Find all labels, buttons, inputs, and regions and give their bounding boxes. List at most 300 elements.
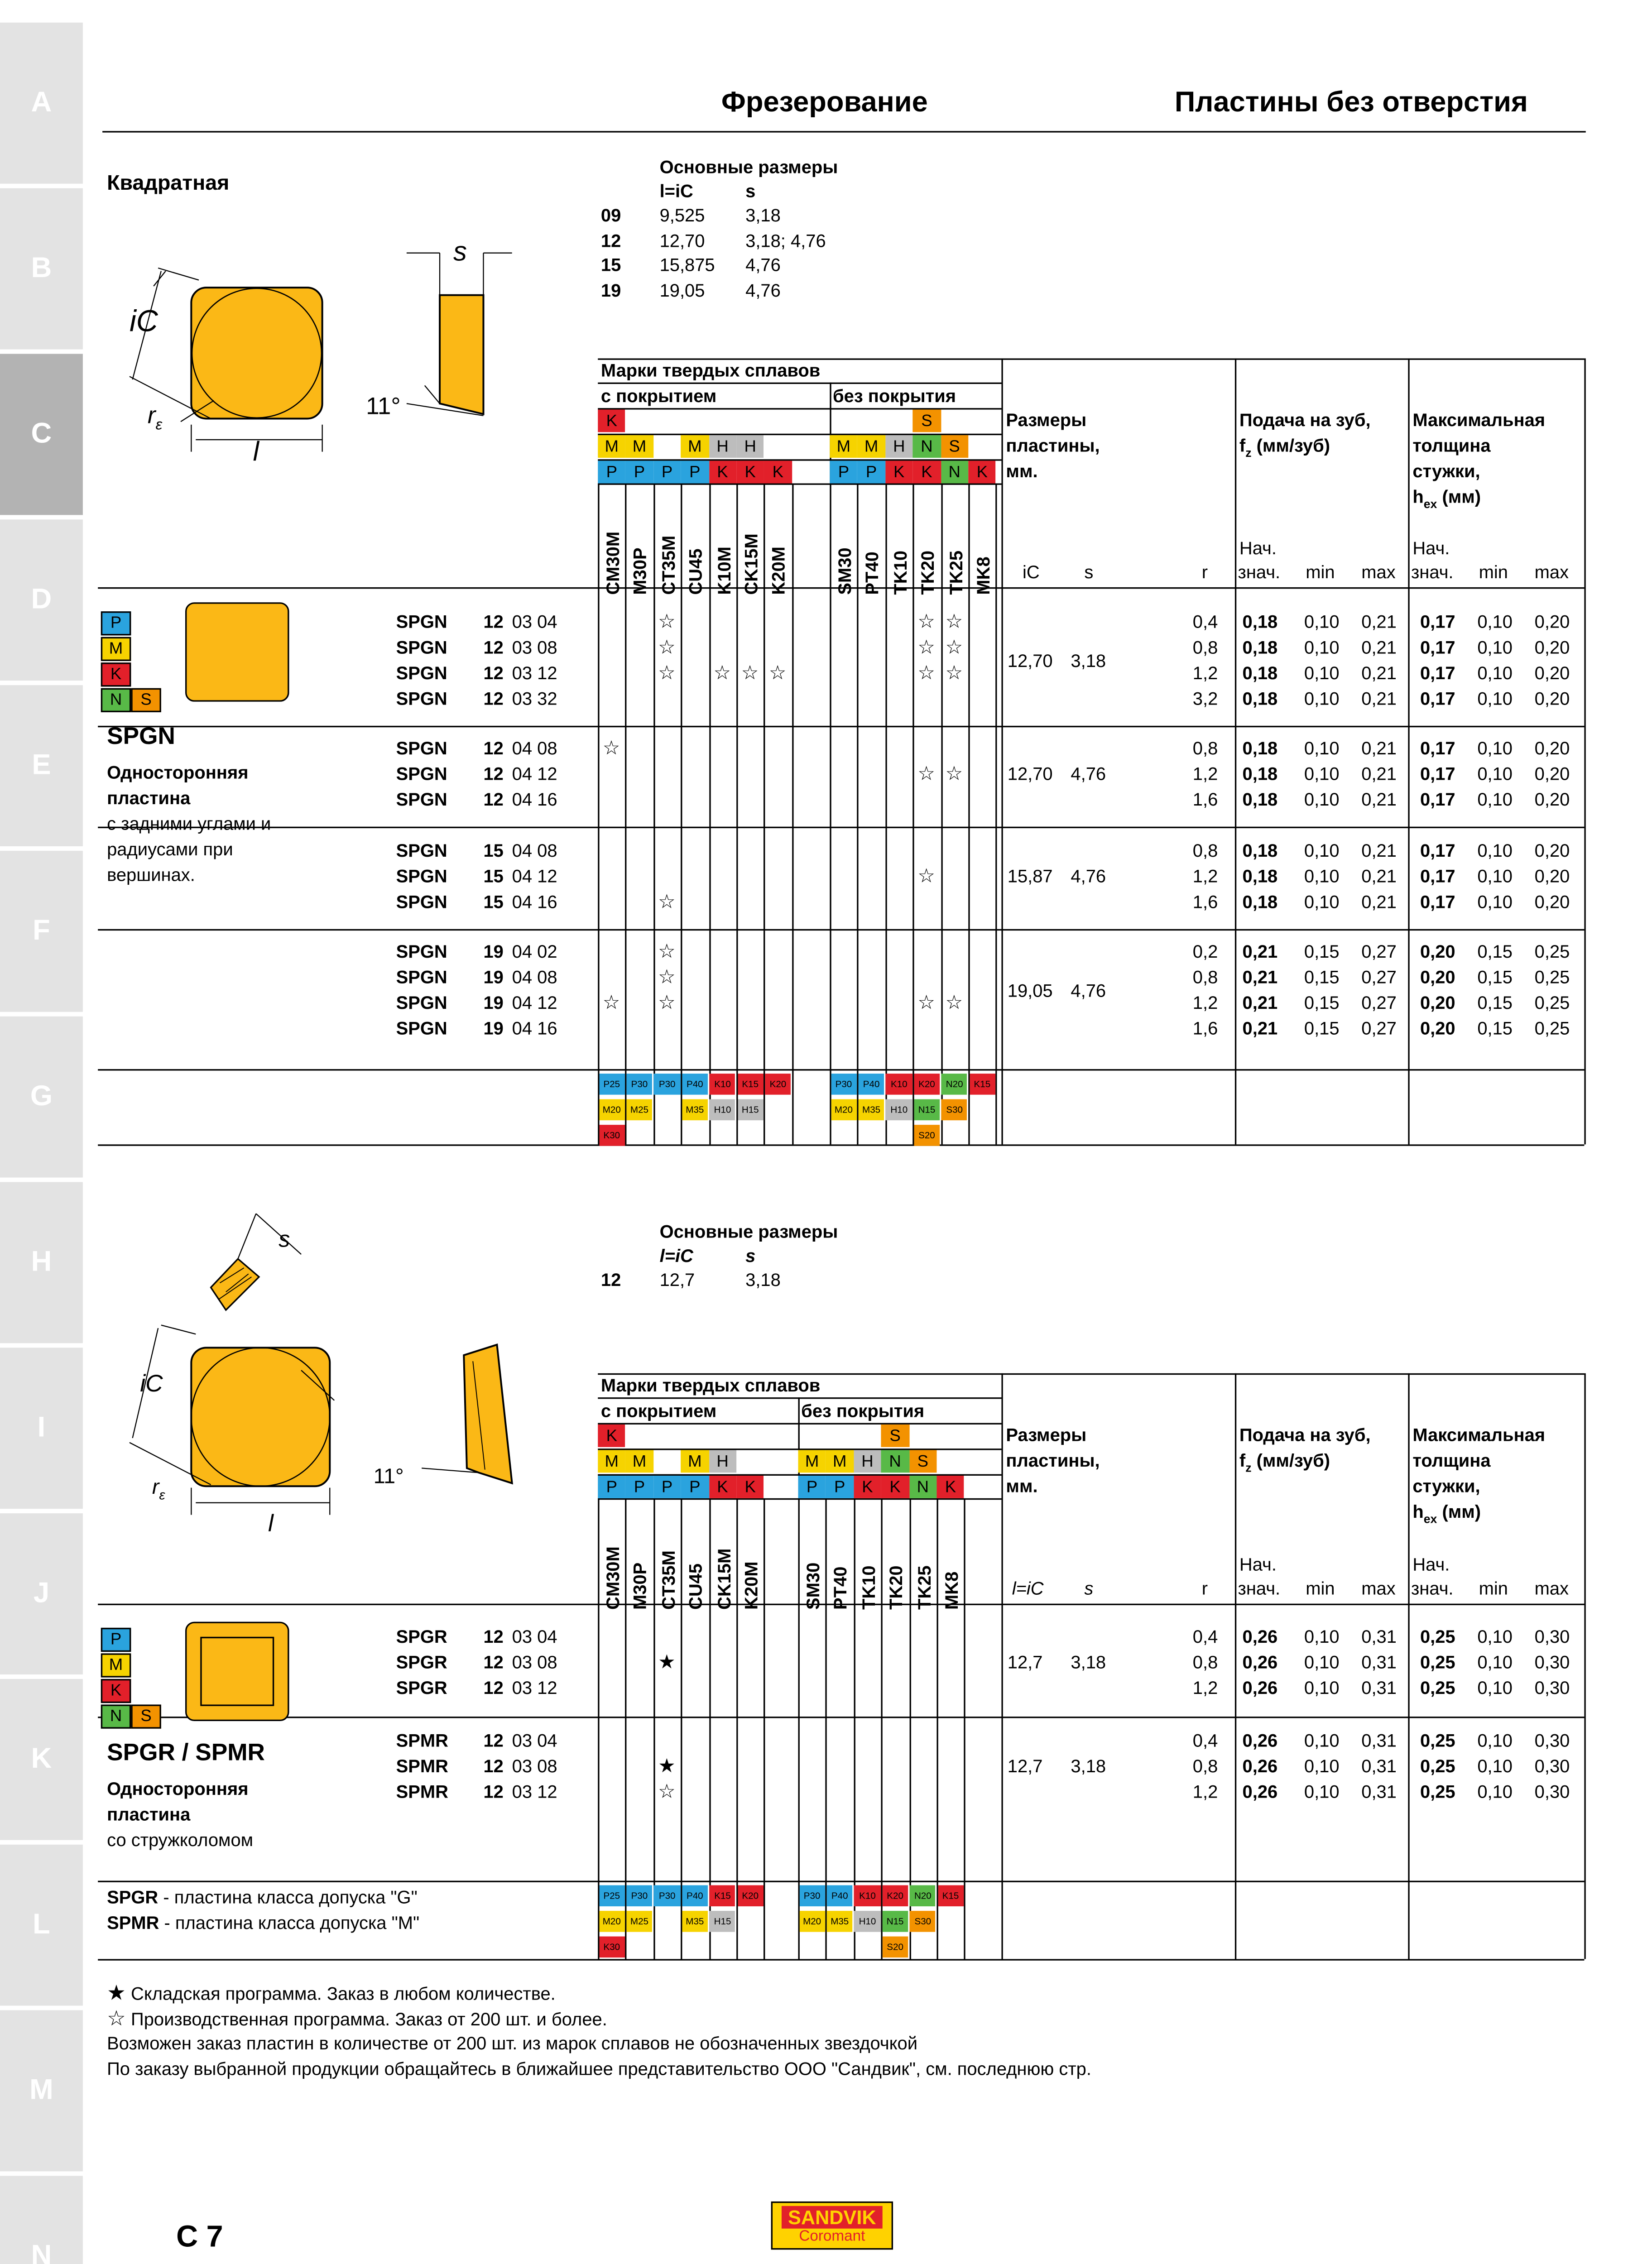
thickness-min: 0,10: [1477, 611, 1513, 633]
iso-code-k20: K20: [914, 1074, 940, 1095]
sidebar-index: [0, 0, 83, 2264]
thickness-min: 0,10: [1477, 1730, 1513, 1751]
thickness-min: 0,10: [1477, 1677, 1513, 1699]
insert-code: SPGN: [396, 941, 447, 962]
sandvik-logo: SANDVIK Coromant: [771, 2202, 893, 2250]
insert-size-code: 12: [483, 1677, 504, 1699]
grade-class-K: K: [736, 1476, 764, 1498]
grade-class-M: M: [598, 1450, 625, 1473]
thickness-initial: 0,17: [1420, 840, 1455, 862]
insert-code: SPGN: [396, 637, 447, 658]
insert-dims-code: 04 12: [512, 992, 557, 1014]
feed-max: 0,27: [1361, 1018, 1397, 1039]
iso-code-k30: K30: [599, 1937, 625, 1958]
thickness-header: стужки,: [1412, 460, 1480, 482]
table-col-rule: [1408, 358, 1409, 1144]
insert-code: SPGN: [396, 763, 447, 785]
thick-initial-header: Нач.: [1412, 1554, 1450, 1575]
feed-initial: 0,18: [1242, 789, 1278, 811]
thickness-min: 0,10: [1477, 891, 1513, 913]
grade-class-H: H: [736, 435, 764, 458]
grade-header-K20M: K20M: [768, 547, 790, 595]
grade-class-N: N: [101, 1704, 131, 1728]
grade-class-M: M: [101, 637, 131, 661]
corner-radius: 1,6: [1192, 1018, 1218, 1039]
insert-size-code: 12: [483, 1781, 504, 1803]
empty-star-icon: ☆: [658, 635, 676, 658]
feed-min: 0,10: [1304, 662, 1340, 684]
feed-max: 0,31: [1361, 1730, 1397, 1751]
thickness-max: 0,30: [1534, 1730, 1570, 1751]
thickness-max: 0,20: [1534, 763, 1570, 785]
feed-min: 0,10: [1304, 1626, 1340, 1648]
dims-ic-value: 12,70: [659, 230, 705, 251]
insert-size-code: 12: [483, 1626, 504, 1648]
thickness-min: 0,10: [1477, 637, 1513, 658]
feed-min: 0,10: [1304, 738, 1340, 759]
insert-description: пластина: [107, 787, 191, 809]
thickness-min: 0,15: [1477, 966, 1513, 988]
feed-max: 0,31: [1361, 1652, 1397, 1673]
page-subtitle: Пластины без отверстия: [1174, 87, 1528, 119]
insert-code: SPGN: [396, 611, 447, 633]
shape-title: Квадратная: [107, 170, 230, 194]
dims-size-code: 15: [600, 254, 621, 276]
table-col-rule: [764, 483, 765, 1144]
thickness-initial: 0,17: [1420, 662, 1455, 684]
thickness-initial: 0,17: [1420, 738, 1455, 759]
group-s: 4,76: [1071, 979, 1106, 1001]
corner-radius: 1,2: [1192, 763, 1218, 785]
feed-min: 0,10: [1304, 637, 1340, 658]
dims-ic-value: 15,875: [659, 254, 715, 276]
group-ic: 19,05: [1007, 979, 1053, 1001]
thickness-min: 0,10: [1477, 1626, 1513, 1648]
table-col-rule: [653, 483, 655, 1144]
grade-header-TK20: TK20: [886, 1565, 907, 1610]
insert-name: SPGR / SPMR: [107, 1741, 265, 1766]
feed-initial-header: Нач.: [1239, 1554, 1277, 1575]
table-col-rule: [1235, 358, 1236, 1144]
sidebar-tab-k[interactable]: K: [0, 1679, 83, 1840]
iso-code-n20: N20: [941, 1074, 968, 1095]
angle-label-2: 11°: [373, 1463, 404, 1488]
insert-dims-code: 03 08: [512, 1652, 557, 1673]
sidebar-tab-b[interactable]: B: [0, 188, 83, 350]
insert-description: пластина: [107, 1804, 191, 1825]
thick-min-header: min: [1479, 1578, 1508, 1599]
table-col-rule: [1584, 1373, 1585, 1959]
grade-class-K: K: [101, 662, 131, 686]
empty-star-icon: ☆: [945, 762, 963, 785]
thickness-header: толщина: [1412, 1450, 1491, 1472]
feed-max: 0,21: [1361, 738, 1397, 759]
insert-dims-code: 04 08: [512, 966, 557, 988]
insert-code: SPGN: [396, 891, 447, 913]
thickness-min: 0,15: [1477, 1018, 1513, 1039]
grade-header-CU45: CU45: [685, 548, 707, 595]
grade-header-MK8: MK8: [973, 556, 994, 595]
feed-min: 0,10: [1304, 1781, 1340, 1803]
filled-star-icon: ★: [658, 1650, 676, 1673]
grade-class-S: S: [913, 410, 941, 432]
table-col-rule: [681, 483, 682, 1144]
thickness-header: стужки,: [1412, 1475, 1480, 1497]
feed-initial: 0,18: [1242, 662, 1278, 684]
insert-drawing-2: [106, 1204, 542, 1551]
feed-min: 0,10: [1304, 688, 1340, 710]
corner-radius: 1,6: [1192, 789, 1218, 811]
feed-max: 0,21: [1361, 763, 1397, 785]
thickness-min: 0,15: [1477, 941, 1513, 962]
grade-class-P: P: [681, 1476, 709, 1498]
feed-min-header: min: [1306, 561, 1335, 583]
thickness-max: 0,25: [1534, 966, 1570, 988]
grade-class-N: N: [913, 435, 941, 458]
feed-min: 0,15: [1304, 941, 1340, 962]
feed-max: 0,21: [1361, 662, 1397, 684]
empty-star-icon: ☆: [945, 635, 963, 658]
feed-max: 0,31: [1361, 1677, 1397, 1699]
insert-size-code: 12: [483, 1652, 504, 1673]
table-col-rule: [1584, 358, 1585, 1144]
corner-radius: 1,2: [1192, 1677, 1218, 1699]
thickness-min: 0,10: [1477, 763, 1513, 785]
feed-initial: 0,26: [1242, 1781, 1278, 1803]
grade-class-H: H: [709, 1450, 736, 1473]
group-ic: 12,70: [1007, 763, 1053, 785]
feed-min: 0,10: [1304, 866, 1340, 887]
grade-class-P: P: [598, 461, 625, 484]
iso-code-m20: M20: [799, 1911, 825, 1932]
iso-code-p40: P40: [682, 1074, 708, 1095]
thickness-min: 0,10: [1477, 866, 1513, 887]
insert-size-code: 15: [483, 840, 504, 862]
insert-code: SPMR: [396, 1781, 448, 1803]
grade-class-P: P: [101, 611, 131, 635]
insert-size-code: 19: [483, 992, 504, 1014]
grade-class-M: M: [101, 1653, 131, 1677]
corner-radius: 0,8: [1192, 738, 1218, 759]
grade-class-S: S: [131, 688, 161, 712]
page-number: C 7: [176, 2221, 223, 2254]
insert-code: SPGN: [396, 866, 447, 887]
coated-label: с покрытием: [600, 385, 717, 407]
dims-col-ic: l=iC: [659, 181, 693, 202]
feed-initial-header: знач.: [1238, 1578, 1281, 1599]
thickness-max: 0,30: [1534, 1626, 1570, 1648]
thickness-min: 0,10: [1477, 688, 1513, 710]
grade-class-M: M: [625, 1450, 653, 1473]
thickness-min: 0,10: [1477, 738, 1513, 759]
empty-star-icon: ☆: [107, 2005, 126, 2030]
table-col-rule: [996, 483, 997, 1144]
sidebar-tab-f[interactable]: F: [0, 851, 83, 1012]
size-header: Размеры: [1006, 409, 1087, 431]
size-header: мм.: [1006, 1475, 1038, 1497]
empty-star-icon: ☆: [658, 965, 676, 988]
thick-initial-header: Нач.: [1412, 537, 1450, 559]
header-rule: [102, 131, 1586, 132]
grade-class-P: P: [798, 1476, 826, 1498]
insert-photo: [185, 1622, 289, 1721]
table-col-rule: [625, 483, 627, 1144]
grade-class-S: S: [131, 1704, 161, 1728]
thickness-max: 0,30: [1534, 1677, 1570, 1699]
thickness-initial: 0,25: [1420, 1730, 1455, 1751]
insert-dims-code: 04 08: [512, 738, 557, 759]
size-header: мм.: [1006, 460, 1038, 482]
thickness-header-unit: $h_{ex}$ (мм): [1412, 1501, 1481, 1526]
sidebar-tab-a[interactable]: A: [0, 23, 83, 184]
r-column-header: r: [1201, 561, 1208, 583]
thickness-max: 0,30: [1534, 1652, 1570, 1673]
thickness-initial: 0,25: [1420, 1652, 1455, 1673]
grade-class-K: K: [854, 1476, 881, 1498]
insert-code: SPGN: [396, 1018, 447, 1039]
size-header: пластины,: [1006, 1450, 1100, 1472]
section-title: Фрезерование: [721, 87, 928, 119]
sidebar-tab-n[interactable]: N: [0, 2176, 83, 2264]
grade-class-M: M: [681, 435, 709, 458]
thickness-initial: 0,17: [1420, 637, 1455, 658]
thickness-initial: 0,17: [1420, 891, 1455, 913]
thickness-max: 0,25: [1534, 992, 1570, 1014]
insert-dims-code: 03 12: [512, 1781, 557, 1803]
insert-size-code: 12: [483, 662, 504, 684]
corner-radius: 0,4: [1192, 1730, 1218, 1751]
feed-min: 0,10: [1304, 763, 1340, 785]
iso-code-k30: K30: [599, 1125, 625, 1146]
feed-header: Подача на зуб,: [1239, 409, 1371, 431]
iso-code-s20: S20: [882, 1937, 908, 1958]
insert-description: Односторонняя: [107, 762, 249, 783]
feed-min: 0,10: [1304, 789, 1340, 811]
grade-class-M: M: [625, 435, 653, 458]
footnote-order: Возможен заказ пластин в количестве от 200 шт. из марок сплавов не обозначенных звездочкой: [107, 2033, 918, 2054]
empty-star-icon: ☆: [658, 1780, 676, 1803]
feed-min: 0,10: [1304, 1756, 1340, 1777]
grade-header-TK10: TK10: [889, 550, 911, 595]
iso-code-s20: S20: [914, 1125, 940, 1146]
table-rule: [98, 929, 1584, 931]
grade-class-P: P: [830, 461, 857, 484]
insert-description: радиусами при: [107, 839, 233, 860]
insert-dims-code: 03 08: [512, 1756, 557, 1777]
thickness-initial: 0,20: [1420, 992, 1455, 1014]
insert-dims-code: 03 12: [512, 662, 557, 684]
sidebar-tab-g[interactable]: G: [0, 1017, 83, 1178]
table-col-rule: [885, 483, 887, 1144]
s-column-header: s: [1084, 1578, 1094, 1599]
grade-class-K: K: [764, 461, 792, 484]
iso-code-p40: P40: [826, 1885, 853, 1907]
dims-ic-value: 19,05: [659, 279, 705, 301]
chipbreaker-outline: [200, 1637, 274, 1706]
thickness-initial: 0,17: [1420, 611, 1455, 633]
grade-header-TK25: TK25: [945, 550, 966, 595]
corner-radius: 0,2: [1192, 941, 1218, 962]
sidebar-tab-c[interactable]: C: [0, 354, 83, 515]
iso-code-s30: S30: [910, 1911, 936, 1932]
thickness-header: Максимальная: [1412, 409, 1546, 431]
grade-class-K: K: [101, 1679, 131, 1703]
iso-code-m35: M35: [682, 1099, 708, 1121]
thickness-max: 0,20: [1534, 637, 1570, 658]
iso-code-k20: K20: [882, 1885, 908, 1907]
iso-code-n15: N15: [882, 1911, 908, 1932]
sidebar-tab-e[interactable]: E: [0, 685, 83, 846]
insert-dims-code: 04 08: [512, 840, 557, 862]
corner-radius: 1,2: [1192, 662, 1218, 684]
feed-min: 0,15: [1304, 966, 1340, 988]
iso-code-p30: P30: [626, 1885, 653, 1907]
thickness-min: 0,10: [1477, 840, 1513, 862]
s-label-2: s: [279, 1227, 290, 1253]
insert-name: SPGN: [107, 724, 175, 750]
table-rule: [98, 1717, 1584, 1718]
thick-initial-header: знач.: [1411, 561, 1454, 583]
iso-code-m25: M25: [626, 1099, 653, 1121]
insert-code: SPGN: [396, 966, 447, 988]
thickness-initial: 0,20: [1420, 941, 1455, 962]
empty-star-icon: ☆: [917, 609, 936, 633]
grade-class-M: M: [858, 435, 885, 458]
grade-class-P: P: [858, 461, 885, 484]
sidebar-tab-d[interactable]: D: [0, 519, 83, 681]
insert-dims-code: 04 02: [512, 941, 557, 962]
thickness-initial: 0,25: [1420, 1626, 1455, 1648]
sidebar-tab-j[interactable]: J: [0, 1513, 83, 1674]
empty-star-icon: ☆: [917, 635, 936, 658]
l-label-2: l: [268, 1511, 274, 1538]
insert-dims-code: 03 04: [512, 611, 557, 633]
grade-class-K: K: [709, 461, 736, 484]
sidebar-tab-i[interactable]: I: [0, 1348, 83, 1509]
grade-header-PT40: PT40: [830, 1566, 852, 1610]
insert-code: SPGN: [396, 688, 447, 710]
dims-s-value: 3,18: [745, 1269, 781, 1290]
group-ic: 12,70: [1007, 649, 1053, 671]
corner-radius: 0,8: [1192, 840, 1218, 862]
feed-initial: 0,18: [1242, 866, 1278, 887]
insert-size-code: 12: [483, 763, 504, 785]
insert-code: SPGR: [396, 1652, 447, 1673]
corner-radius: 0,4: [1192, 611, 1218, 633]
iso-code-n15: N15: [914, 1099, 940, 1121]
insert-dims-code: 04 12: [512, 763, 557, 785]
sidebar-tab-l[interactable]: L: [0, 1845, 83, 2006]
grade-class-P: P: [625, 461, 653, 484]
grade-class-P: P: [653, 1476, 681, 1498]
grade-header-TK20: TK20: [917, 550, 939, 595]
feed-initial: 0,21: [1242, 966, 1278, 988]
corner-radius: 0,8: [1192, 1756, 1218, 1777]
insert-size-code: 12: [483, 789, 504, 811]
grade-header-CT35M: CT35M: [658, 1550, 679, 1610]
iso-code-k10: K10: [710, 1074, 736, 1095]
filled-star-icon: ★: [658, 1754, 676, 1777]
dims-col-s: s: [745, 181, 756, 202]
table-col-rule: [1001, 1373, 1003, 1959]
dims-s-value: 4,76: [745, 279, 781, 301]
feed-min: 0,10: [1304, 891, 1340, 913]
corner-radius: 3,2: [1192, 688, 1218, 710]
corner-radius: 0,8: [1192, 637, 1218, 658]
insert-description: Односторонняя: [107, 1778, 249, 1799]
empty-star-icon: ☆: [602, 736, 620, 759]
dims-size-code: 19: [600, 279, 621, 301]
coated-label: с покрытием: [600, 1400, 717, 1422]
feed-max: 0,31: [1361, 1756, 1397, 1777]
feed-max: 0,27: [1361, 992, 1397, 1014]
thick-max-header: max: [1534, 561, 1569, 583]
grade-class-N: N: [941, 461, 968, 484]
angle-label: 11°: [366, 394, 401, 420]
grade-class-K: K: [709, 1476, 736, 1498]
grade-class-P: P: [101, 1628, 131, 1652]
feed-initial-header: Нач.: [1239, 537, 1277, 559]
table-col-rule: [792, 483, 793, 1144]
dims-ic-value: 9,525: [659, 205, 705, 226]
feed-initial: 0,26: [1242, 1730, 1278, 1751]
table-rule: [98, 726, 1584, 727]
thickness-min: 0,10: [1477, 662, 1513, 684]
thickness-initial: 0,20: [1420, 1018, 1455, 1039]
group-s: 3,18: [1071, 1756, 1106, 1777]
table-col-rule: [1001, 358, 1003, 1144]
table-rule: [98, 1144, 1584, 1146]
dims-size-code: 12: [600, 1269, 621, 1290]
group-ic: 12,7: [1007, 1756, 1043, 1777]
thickness-initial: 0,17: [1420, 789, 1455, 811]
iso-code-p40: P40: [858, 1074, 884, 1095]
grade-class-M: M: [681, 1450, 709, 1473]
footnote-production: ☆ Производственная программа. Заказ от 200 шт. и более.: [107, 2005, 607, 2030]
insert-size-code: 12: [483, 738, 504, 759]
ic-label-2: iC: [140, 1372, 163, 1398]
empty-star-icon: ☆: [713, 661, 731, 684]
ic-column-header: iC: [1023, 561, 1040, 583]
sidebar-tab-h[interactable]: H: [0, 1182, 83, 1343]
grade-header-M30P: M30P: [630, 547, 651, 595]
dims-size-code: 12: [600, 230, 621, 251]
feed-max-header: max: [1361, 1578, 1396, 1599]
table-col-rule: [913, 483, 914, 1144]
grade-class-M: M: [830, 435, 857, 458]
insert-code: SPGN: [396, 840, 447, 862]
thickness-header: толщина: [1412, 435, 1491, 456]
insert-dims-code: 04 12: [512, 866, 557, 887]
iso-code-k10: K10: [855, 1885, 881, 1907]
thick-min-header: min: [1479, 561, 1508, 583]
iso-code-h15: H15: [710, 1911, 736, 1932]
grade-class-S: S: [941, 435, 968, 458]
grade-header-SM30: SM30: [834, 547, 855, 595]
sidebar-tab-m[interactable]: M: [0, 2010, 83, 2172]
feed-header-unit: $f_z$ (мм/зуб): [1239, 1450, 1330, 1475]
filled-star-icon: ★: [107, 1980, 126, 2005]
grade-class-H: H: [885, 435, 913, 458]
insert-photo: [185, 602, 289, 701]
empty-star-icon: ☆: [945, 991, 963, 1014]
empty-star-icon: ☆: [658, 661, 676, 684]
iso-code-k15: K15: [969, 1074, 995, 1095]
grade-header-CM30M: CM30M: [602, 531, 624, 595]
corner-radius: 0,8: [1192, 1652, 1218, 1673]
feed-initial: 0,18: [1242, 611, 1278, 633]
iso-code-m20: M20: [599, 1099, 625, 1121]
